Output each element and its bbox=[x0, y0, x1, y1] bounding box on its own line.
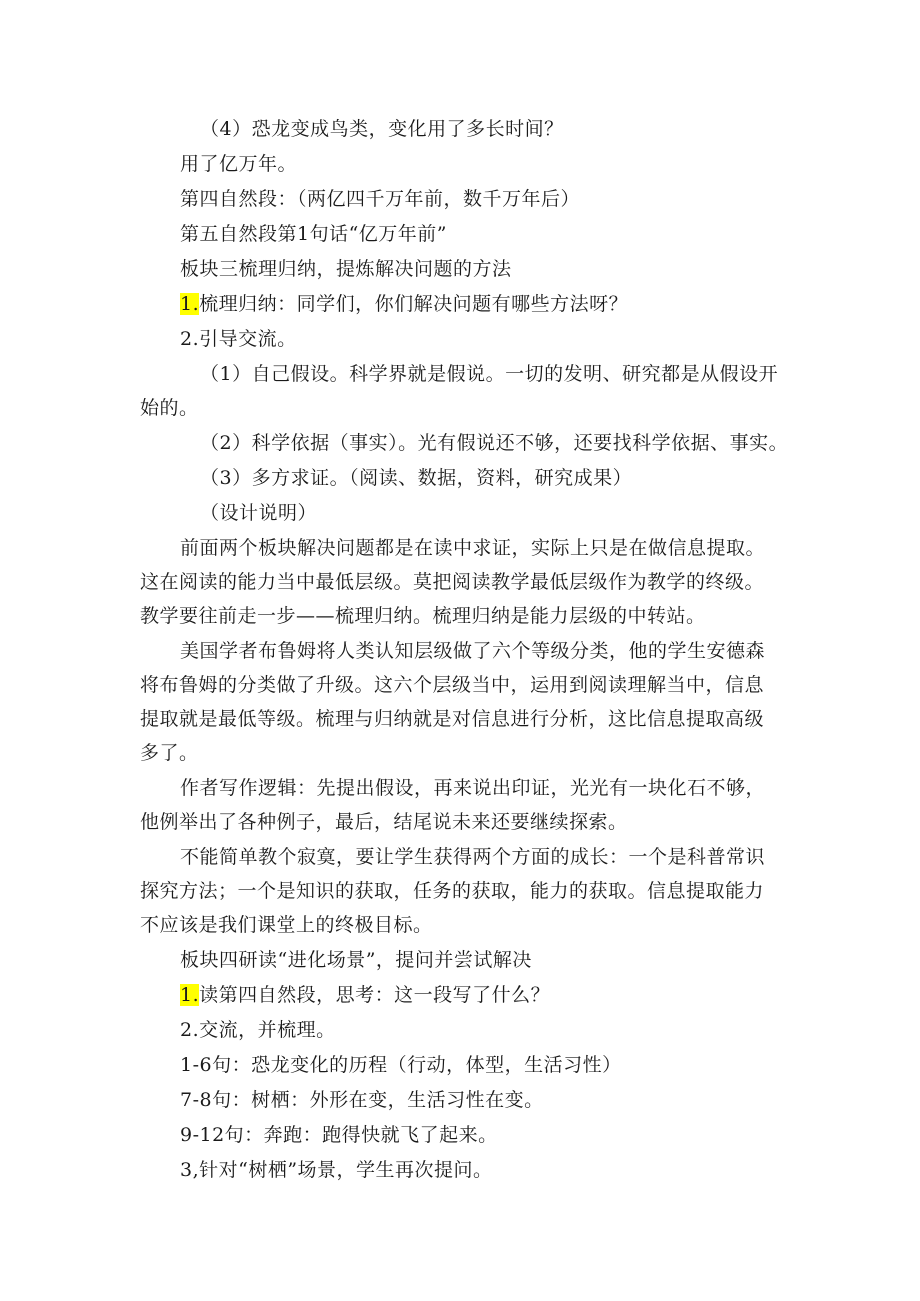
numbered-item-2b: 2.交流，并梳理。 bbox=[180, 1019, 336, 1041]
item-text: 读第四自然段，思考：这一段写了什么？ bbox=[199, 984, 551, 1006]
section-4-heading: 板块四研读“进化场景”，提问并尝试解决 bbox=[180, 949, 532, 971]
logic-line-2: 他例举出了各种例子，最后，结尾说未来还要继续探索。 bbox=[140, 811, 628, 833]
highlighted-number: 1. bbox=[180, 293, 200, 315]
method-1-continuation: 始的。 bbox=[140, 397, 199, 419]
design-note-line-3: 教学要往前走一步——梳理归纳。梳理归纳是能力层级的中转站。 bbox=[140, 605, 706, 627]
growth-line-1: 不能简单教个寂寞，要让学生获得两个方面的成长：一个是科普常识 bbox=[180, 846, 766, 868]
method-1-line: （1）自己假设。科学界就是假说。一切的发明、研究都是从假设开 bbox=[200, 363, 779, 385]
bloom-line-1: 美国学者布鲁姆将人类认知层级做了六个等级分类，他的学生安德森 bbox=[180, 640, 766, 662]
design-note-heading: （设计说明） bbox=[200, 502, 318, 524]
numbered-item-3: 3,针对“树栖”场景，学生再次提问。 bbox=[180, 1159, 493, 1181]
bloom-line-3: 提取就是最低等级。梳理与归纳就是对信息进行分析，这比信息提取高级 bbox=[140, 708, 765, 730]
paragraph-4-note: 第四自然段：（两亿四千万年前，数千万年后） bbox=[180, 188, 581, 210]
highlighted-number: 1. bbox=[180, 984, 200, 1006]
sentences-7-8: 7-8句：树栖：外形在变，生活习性在变。 bbox=[180, 1089, 544, 1111]
numbered-item-1b bbox=[140, 978, 790, 1012]
section-3-heading: 板块三梳理归纳，提炼解决问题的方法 bbox=[180, 258, 512, 280]
numbered-item-2: 2.引导交流。 bbox=[180, 328, 297, 350]
item-text: 梳理归纳：同学们，你们解决问题有哪些方法呀？ bbox=[199, 293, 629, 315]
bloom-line-2: 将布鲁姆的分类做了升级。这六个层级当中，运用到阅读理解当中，信息 bbox=[140, 674, 765, 696]
method-3-line: （3）多方求证。（阅读、数据，资料，研究成果） bbox=[200, 467, 633, 489]
paragraph-5-note: 第五自然段第1句话“亿万年前” bbox=[180, 223, 448, 245]
sentences-1-6: 1-6句：恐龙变化的历程（行动，体型，生活习性） bbox=[180, 1054, 622, 1076]
bloom-line-4: 多了。 bbox=[140, 742, 199, 764]
growth-line-3: 不应该是我们课堂上的终极目标。 bbox=[140, 914, 433, 936]
design-note-line-1: 前面两个板块解决问题都是在读中求证，实际上只是在做信息提取。 bbox=[180, 537, 766, 559]
sentences-9-12: 9-12句：奔跑：跑得快就飞了起来。 bbox=[180, 1124, 498, 1146]
method-2-line: （2）科学依据（事实）。光有假说还不够，还要找科学依据、事实。 bbox=[200, 432, 789, 454]
logic-line-1: 作者写作逻辑：先提出假设，再来说出印证，光光有一块化石不够， bbox=[180, 777, 766, 799]
answer-line: 用了亿万年。 bbox=[180, 153, 298, 175]
question-4-line: （4）恐龙变成鸟类，变化用了多长时间？ bbox=[200, 118, 564, 140]
design-note-line-2: 这在阅读的能力当中最低层级。莫把阅读教学最低层级作为教学的终级。 bbox=[140, 571, 765, 593]
document-body bbox=[140, 112, 790, 1187]
growth-line-2: 探究方法；一个是知识的获取，任务的获取，能力的获取。信息提取能力 bbox=[140, 880, 765, 902]
numbered-item-1 bbox=[140, 287, 790, 321]
